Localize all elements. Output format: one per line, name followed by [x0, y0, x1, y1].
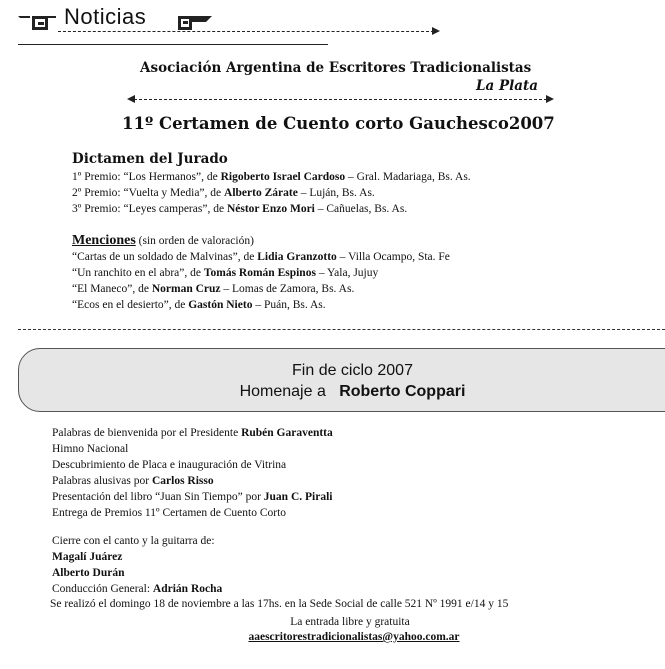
mention-item: “Un ranchito en el abra”, de Tomás Román Espinos – Yala, Jujuy [72, 267, 379, 279]
header-rule [18, 44, 328, 45]
arrow-right-icon [432, 27, 440, 35]
mentions-heading-row [72, 231, 254, 249]
banner-line-2 [19, 383, 665, 401]
arrow-right-icon [546, 95, 554, 103]
mention-author: Tomás Román Espinos [203, 267, 316, 279]
program-list [52, 425, 333, 521]
program-item: Palabras de bienvenida por el Presidente Rubén Garaventta [52, 427, 333, 439]
mention-author: Gastón Nieto [188, 299, 253, 311]
closing-block [52, 533, 222, 597]
program-item: Presentación del libro “Juan Sin Tiempo” por Juan C. Pirali [52, 491, 333, 503]
prize-list [72, 169, 471, 217]
banner-honoree: Roberto Coppari [339, 383, 466, 400]
greek-key-ornament-icon [176, 14, 212, 32]
mention-list [72, 249, 450, 313]
association-name: Asociación Argentina de Escritores Tradicionalistas [140, 60, 532, 76]
jury-heading: Dictamen del Jurado [72, 151, 228, 167]
prize-item: 1º Premio: “Los Hermanos”, de Rigoberto Israel Cardoso – Gral. Madariaga, Bs. As. [72, 171, 471, 183]
banner-homage-label: Homenaje a [239, 383, 326, 400]
prize-item: 2º Premio: “Vuelta y Media”, de Alberto Zárate – Luján, Bs. As. [72, 187, 375, 199]
association-arrow-line [134, 99, 547, 100]
email-link[interactable]: aaescritorestradicionalistas@yahoo.com.ar [248, 631, 460, 643]
date-line: Se realizó el domingo 18 de noviembre a las 17hs. en la Sede Social de calle 521 Nº 1991 e/14 y 15 [50, 598, 509, 610]
association-city: La Plata [476, 78, 538, 94]
contest-title: 11º Certamen de Cuento corto Gauchesco2007 [122, 114, 555, 133]
prize-author: Néstor Enzo Mori [226, 203, 315, 215]
program-item: Entrega de Premios 11º Certamen de Cuento Corto [52, 507, 287, 519]
mentions-note: (sin orden de valoración) [135, 235, 254, 247]
header-arrow-line [58, 31, 434, 32]
mention-author: Lidia Granzotto [257, 251, 337, 263]
entry-note: La entrada libre y gratuita [290, 616, 410, 628]
mention-item: “Ecos en el desierto”, de Gastón Nieto – Puán, Bs. As. [72, 299, 326, 311]
mention-author: Norman Cruz [151, 283, 221, 295]
header [0, 0, 665, 50]
prize-item: 3º Premio: “Leyes camperas”, de Néstor Enzo Mori – Cañuelas, Bs. As. [72, 203, 408, 215]
program-item: Palabras alusivas por Carlos Risso [52, 475, 214, 487]
page-title: Noticias [64, 4, 147, 29]
event-banner [18, 348, 665, 412]
conduction: Conducción General: Adrián Rocha [52, 583, 223, 595]
closing-intro: Cierre con el canto y la guitarra de: [52, 535, 215, 547]
program-item: Himno Nacional [52, 443, 129, 455]
section-divider [18, 329, 665, 330]
performer: Magalí Juárez [52, 551, 123, 563]
greek-key-ornament-icon [18, 14, 56, 32]
banner-line-1: Fin de ciclo 2007 [292, 362, 413, 379]
mentions-heading: Menciones [72, 233, 136, 248]
program-item: Descubrimiento de Placa e inauguración de Vitrina [52, 459, 287, 471]
mention-item: “Cartas de un soldado de Malvinas”, de Lidia Granzotto – Villa Ocampo, Sta. Fe [72, 251, 450, 263]
mention-item: “El Maneco”, de Norman Cruz – Lomas de Zamora, Bs. As. [72, 283, 355, 295]
prize-author: Rigoberto Israel Cardoso [220, 171, 346, 183]
prize-author: Alberto Zárate [224, 187, 298, 199]
performer: Alberto Durán [52, 567, 125, 579]
